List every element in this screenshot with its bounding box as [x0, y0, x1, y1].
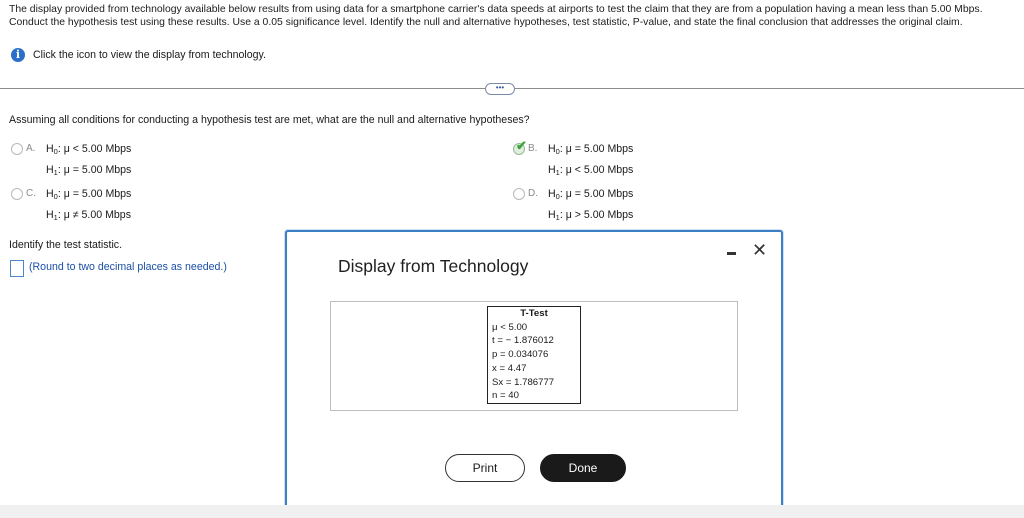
h0-line: $H_0$: μ = 5.00 Mbps — [46, 188, 132, 201]
rounding-note: (Round to two decimal places as needed.) — [29, 261, 227, 273]
dialog-title: Display from Technology — [338, 256, 529, 276]
option-a-hypotheses — [46, 140, 131, 182]
h0-line: $H_0$: μ < 5.00 Mbps — [46, 143, 132, 156]
info-icon[interactable]: i — [11, 48, 25, 62]
technology-output-panel — [330, 301, 738, 411]
radio-a[interactable] — [11, 143, 23, 155]
radio-c[interactable] — [11, 188, 23, 200]
option-d-hypotheses — [548, 185, 633, 227]
h1-line: $H_1$: μ ≠ 5.00 Mbps — [46, 209, 131, 222]
t-test-output — [487, 306, 581, 404]
h1-line: $H_1$: μ > 5.00 Mbps — [548, 209, 634, 222]
output-line: Sx = 1.786777 — [492, 376, 555, 388]
done-button[interactable]: Done — [540, 454, 626, 482]
question-text: Assuming all conditions for conducting a hypothesis test are met, what are the null and alternative hypotheses? — [9, 114, 530, 126]
technology-display-dialog — [285, 230, 783, 518]
option-c[interactable] — [11, 185, 311, 223]
option-c-hypotheses — [46, 185, 131, 227]
h1-line: $H_1$: μ = 5.00 Mbps — [46, 164, 132, 177]
option-letter: C. — [26, 188, 36, 199]
bottom-bar — [0, 505, 1024, 518]
close-icon[interactable]: ✕ — [752, 240, 768, 260]
option-letter: A. — [26, 143, 36, 154]
h0-line: $H_0$: μ = 5.00 Mbps — [548, 143, 634, 156]
hint-text: Click the icon to view the display from technology. — [33, 49, 266, 61]
checkmark-icon: ✔ — [516, 138, 527, 153]
minimize-icon[interactable] — [727, 252, 736, 255]
option-letter: D. — [528, 188, 538, 199]
option-b-hypotheses — [548, 140, 633, 182]
problem-statement: The display provided from technology available below results from using data for a smartphone carrier's data speeds at airports to test the claim that they are from a population having a mean less than 5.00 Mbps. Conduct the hypothesis test using these results. Use a 0.05 significance level. Identify the null and alternative hypotheses, test statistic, P-value, and state the final conclusion that addresses the original claim. — [9, 4, 983, 28]
test-statistic-label: Identify the test statistic. — [9, 239, 123, 251]
option-a[interactable] — [11, 140, 311, 178]
more-button[interactable]: ••• — [485, 83, 515, 95]
output-line: p = 0.034076 — [492, 349, 549, 361]
test-statistic-input[interactable] — [10, 260, 24, 277]
option-letter: B. — [528, 143, 538, 154]
option-b[interactable] — [513, 140, 813, 178]
print-button[interactable]: Print — [445, 454, 525, 482]
output-line: n = 40 — [492, 390, 519, 402]
h0-line: $H_0$: μ = 5.00 Mbps — [548, 188, 634, 201]
t-test-title: T-Test — [520, 308, 548, 319]
output-line: t = − 1.876012 — [492, 335, 554, 347]
output-line: μ < 5.00 — [492, 321, 528, 333]
radio-d[interactable] — [513, 188, 525, 200]
option-d[interactable] — [513, 185, 813, 223]
h1-line: $H_1$: μ < 5.00 Mbps — [548, 164, 634, 177]
output-line: x = 4.47 — [492, 362, 527, 374]
